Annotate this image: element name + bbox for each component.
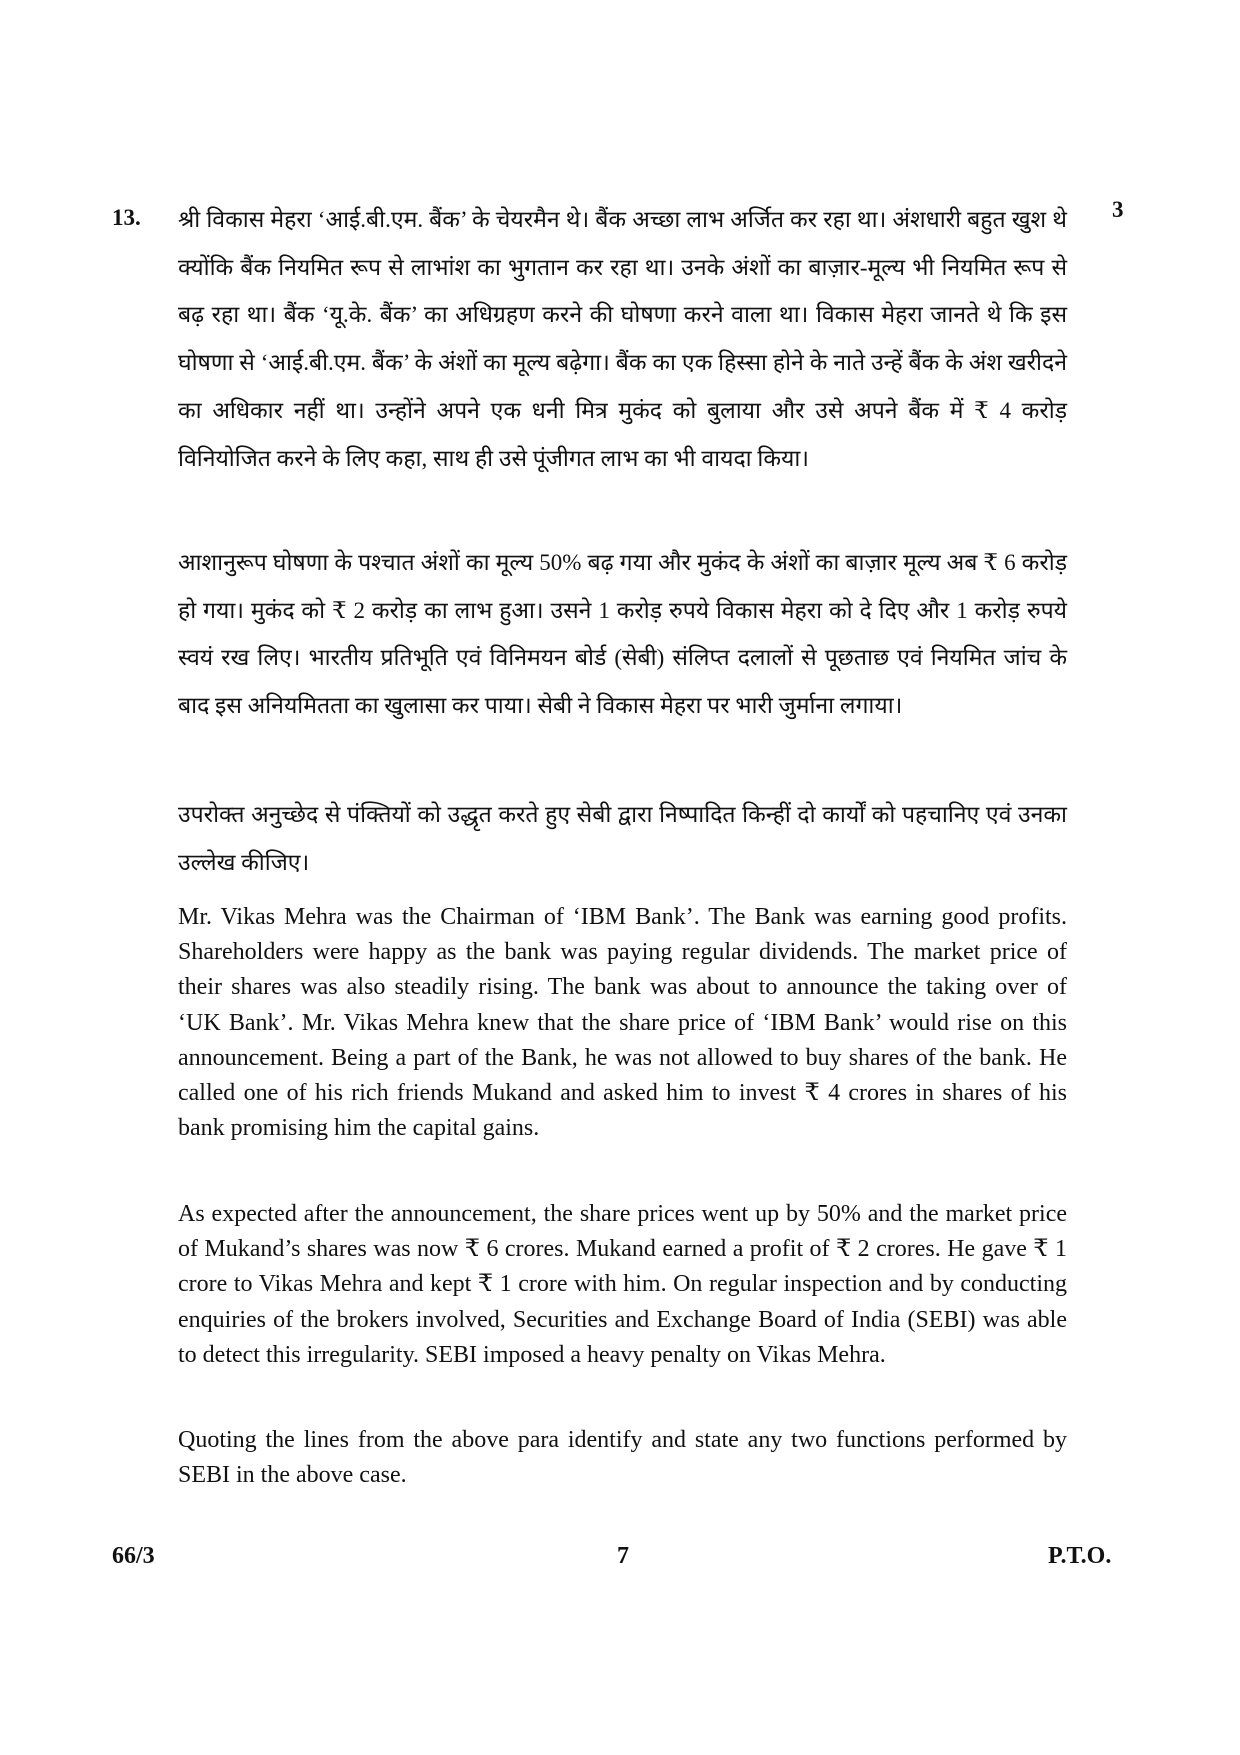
hindi-paragraph-1: श्री विकास मेहरा ‘आई.बी.एम. बैंक’ के चेयरमैन थे। बैंक अच्छा लाभ अर्जित कर रहा था। अंशधारी बहुत खुश थे क्योंकि बैंक नियमित रूप से लाभांश का भुगतान कर रहा था। उनके अंशों का बाज़ार-मूल्य भी नियमित रूप से बढ़ रहा था। बैंक ‘यू.के. बैंक’ का अधिग्रहण करने की घोषणा करने वाला था। विकास मेहरा जानते थे कि इस घोषणा से ‘आई.बी.एम. बैंक’ के अंशों का मूल्य बढ़ेगा। बैंक का एक हिस्सा होने के नाते उन्हें बैंक के अंश खरीदने का अधिकार नहीं था। उन्होंने अपने एक धनी मित्र मुकंद को बुलाया और उसे अपने बैंक में ₹ 4 करोड़ विनियोजित करने के लिए कहा, साथ ही उसे पूंजीगत लाभ का भी वायदा किया। — [178, 207, 1067, 471]
english-paragraph-2: As expected after the announcement, the share prices went up by 50% and the market price of Mukand’s shares was now ₹ 6 crores. Mukand earned a profit of ₹ 2 crores. He gave ₹ 1 crore to Vikas Mehra and kept ₹ 1 crore with him. On regular inspection and by conducting enquiries of the brokers involved, Securities and Exchange Board of India (SEBI) was able to detect this irregularity. SEBI imposed a heavy penalty on Vikas Mehra. — [178, 1201, 1067, 1368]
please-turn-over: P.T.O. — [1048, 1543, 1112, 1569]
page-number: 7 — [617, 1543, 629, 1569]
english-paragraph-1: Mr. Vikas Mehra was the Chairman of ‘IBM Bank’. The Bank was earning good profits. Shareholders were happy as the bank was paying regular dividends. The market price of their shares was also steadily rising. The bank was about to announce the taking over of ‘UK Bank’. Mr. Vikas Mehra knew that the share price of ‘IBM Bank’ would rise on this announcement. Being a part of the Bank, he was not allowed to buy shares of the bank. He called one of his rich friends Mukand and asked him to invest ₹ 4 crores in shares of his bank promising him the capital gains. — [178, 904, 1067, 1142]
question-marks: 3 — [1112, 197, 1124, 222]
hindi-question-prompt: उपरोक्त अनुच्छेद से पंक्तियों को उद्धृत करते हुए सेबी द्वारा निष्पादित किन्हीं दो कार्यों को पहचानिए एवं उनका उल्लेख कीजिए। — [178, 802, 1067, 875]
hindi-paragraph-2: आशानुरूप घोषणा के पश्चात अंशों का मूल्य 50% बढ़ गया और मुकंद के अंशों का बाज़ार मूल्य अब ₹ 6 करोड़ हो गया। मुकंद को ₹ 2 करोड़ का लाभ हुआ। उसने 1 करोड़ रुपये विकास मेहरा को दे दिए और 1 करोड़ रुपये स्वयं रख लिए। भारतीय प्रतिभूति एवं विनिमयन बोर्ड (सेबी) संलिप्त दलालों से पूछताछ एवं नियमित जांच के बाद इस अनियमितता का खुलासा कर पाया। सेबी ने विकास मेहरा पर भारी जुर्माना लगाया। — [178, 550, 1067, 719]
paper-code: 66/3 — [112, 1543, 155, 1569]
question-number: 13. — [112, 205, 141, 230]
english-question-prompt: Quoting the lines from the above para identify and state any two functions performed by SEBI in the above case. — [178, 1427, 1067, 1489]
